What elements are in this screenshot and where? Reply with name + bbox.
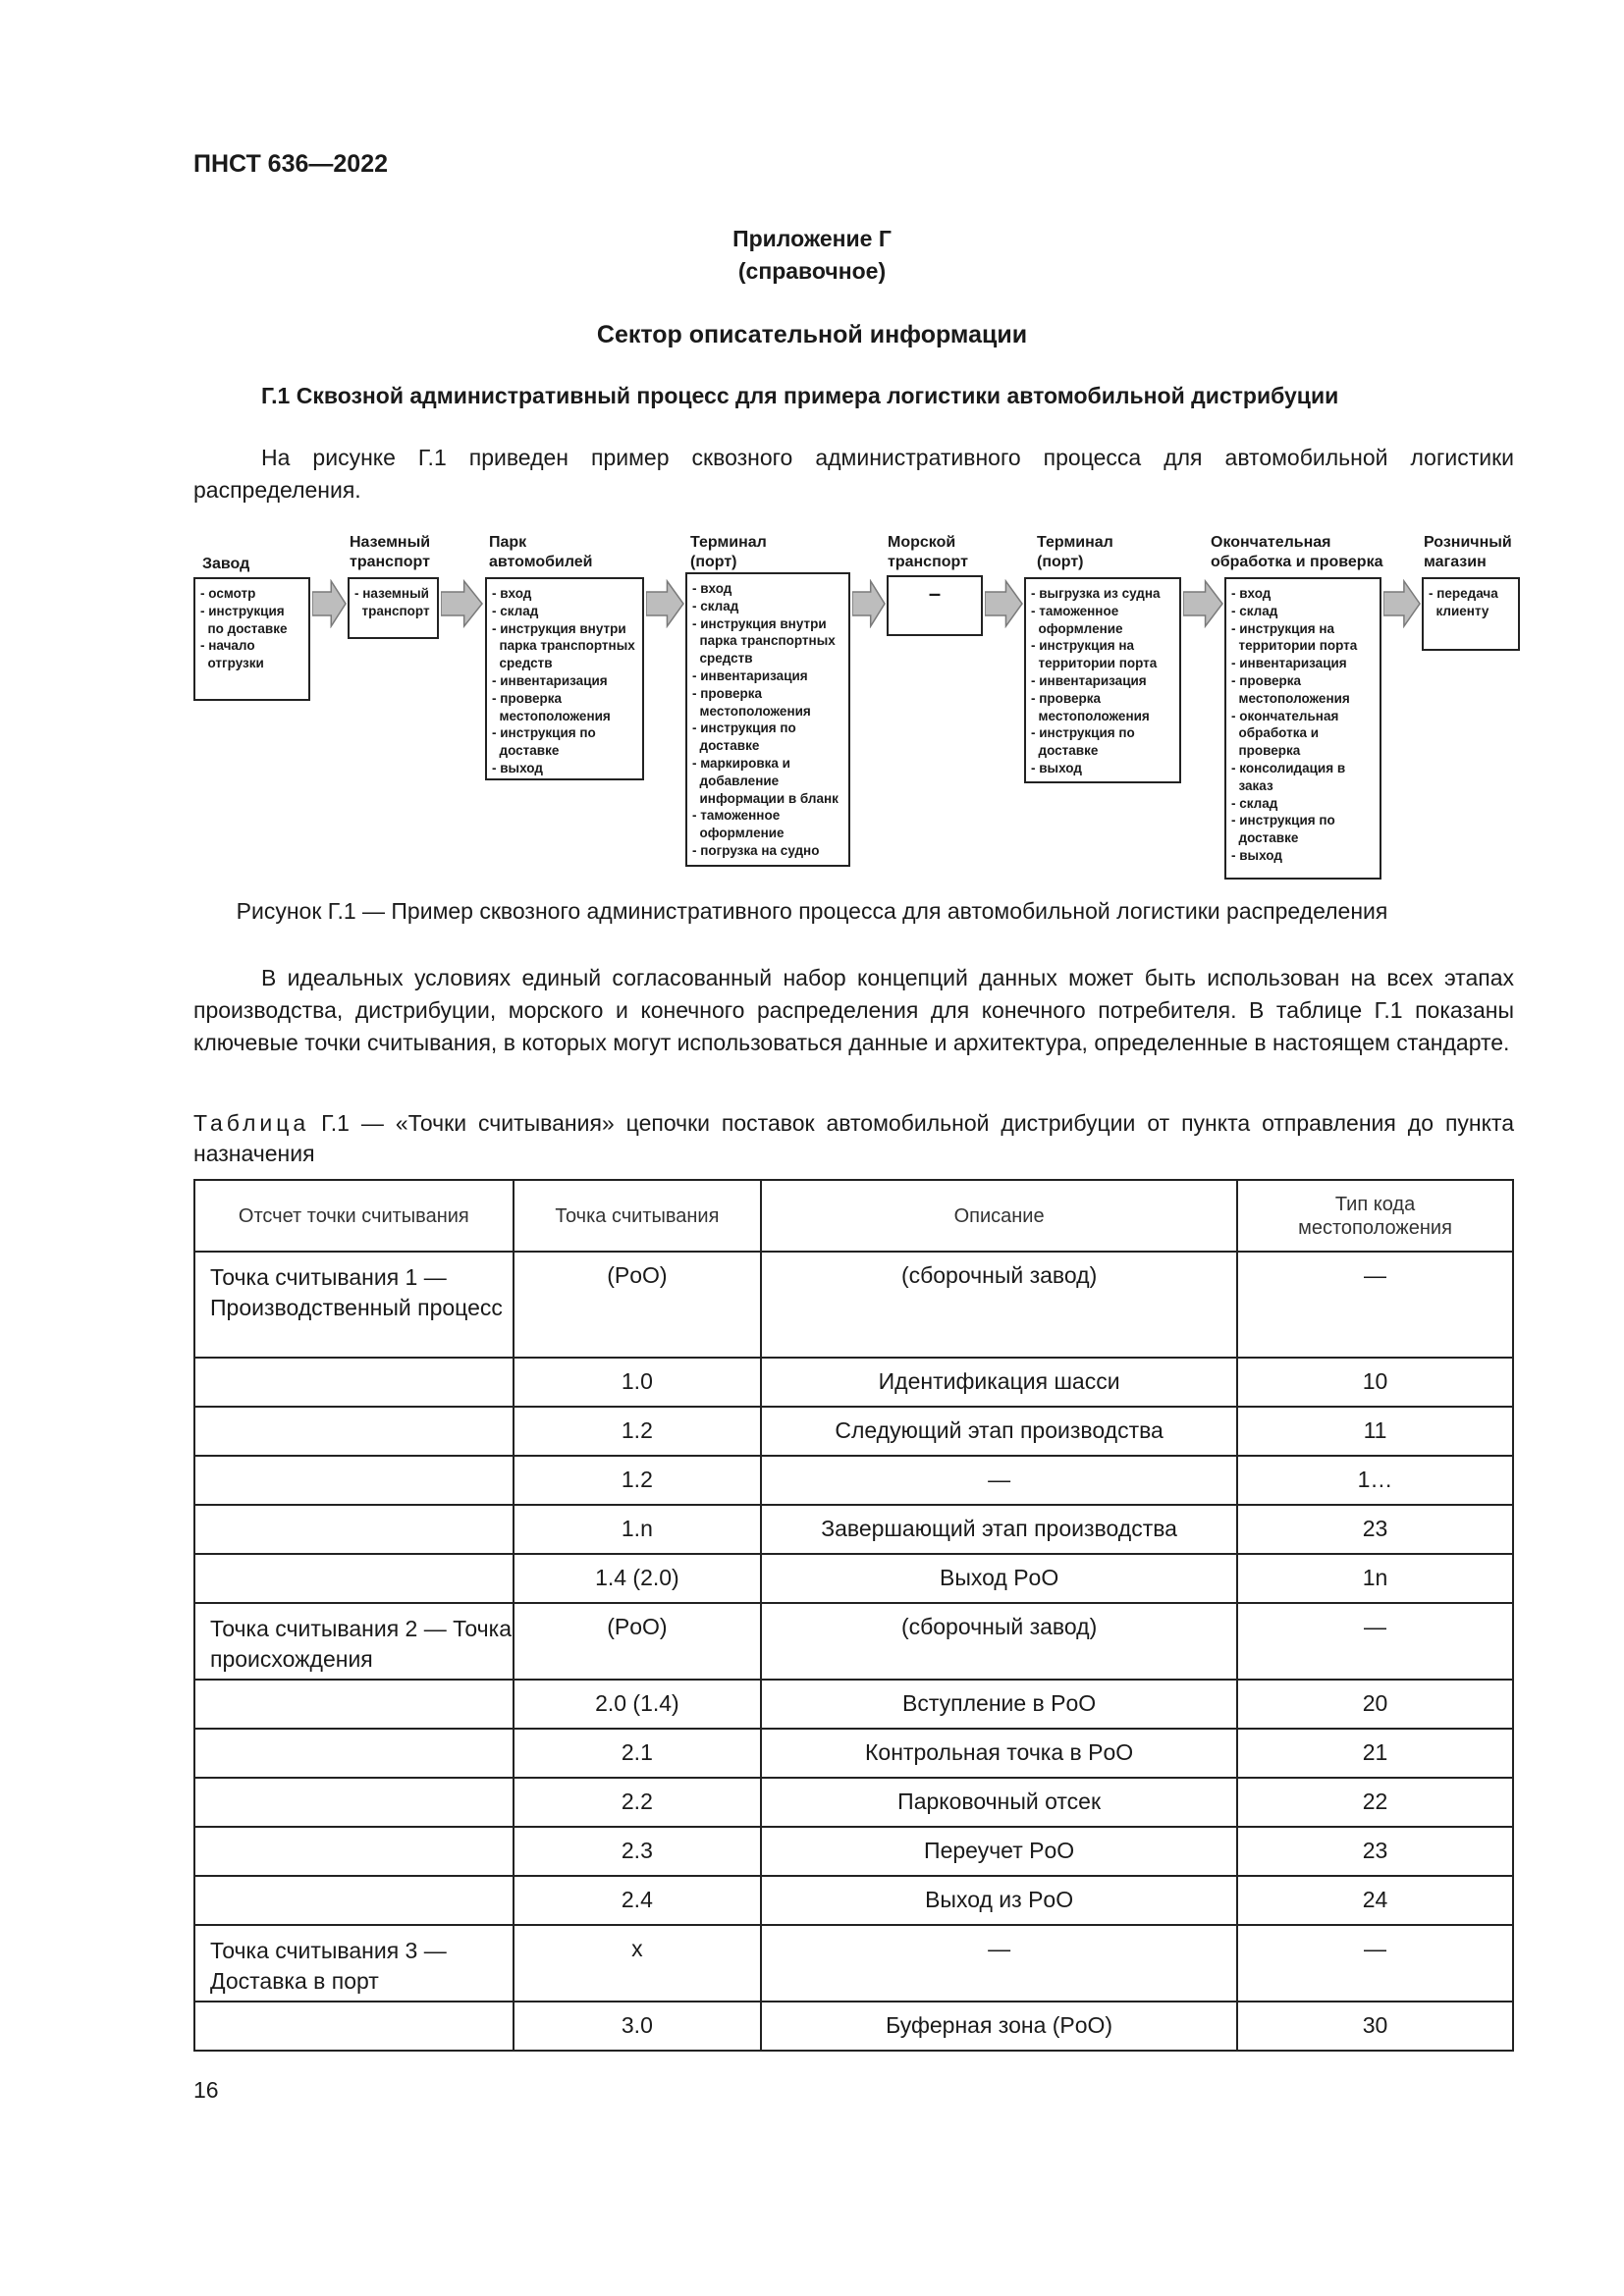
stage-item: доставке [492,743,560,759]
stage-item: средств [492,656,553,671]
stage-title-8-line-2: магазин [1424,554,1487,570]
cell-point: 1.4 (2.0) [514,1554,762,1603]
stage-box-6 [1024,577,1181,783]
stage-box-5 [887,575,983,636]
stage-item: проверка [1231,743,1301,759]
cell-description: Контрольная точка в PoO [761,1729,1237,1778]
cell-count [194,1876,514,1925]
cell-location-code: 10 [1237,1358,1513,1407]
stage-title-7-line-1: Окончательная [1211,534,1331,551]
stage-item: добавление [692,773,780,788]
table-caption-label: Таблица [193,1110,310,1136]
stage-item: - проверка [692,685,763,701]
appendix-subtitle: (справочное) [737,258,887,284]
table-row [194,1778,1513,1827]
stage-title-5-line-1: Морской [888,534,956,551]
stage-title-8-line-1: Розничный [1424,534,1512,551]
stage-item: - выход [1031,760,1082,775]
header-description: Описание [761,1180,1237,1252]
stage-item: - маркировка и [692,755,790,771]
flow-arrow-icon [852,579,886,628]
stage-item: – [928,581,942,606]
flow-arrow-icon [1183,579,1223,628]
stage-item: - проверка [1031,690,1102,706]
table-row [194,1252,1513,1358]
table-row [194,1827,1513,1876]
page-number: 16 [193,2077,219,2103]
flow-arrow-icon [985,579,1023,628]
stage-title-1-line-1: Завод [202,556,250,572]
table-row [194,1407,1513,1456]
cell-point: 2.4 [514,1876,762,1925]
document-code: ПНСТ 636—2022 [193,150,388,178]
section-title: Сектор описательной информации [596,321,1028,348]
stage-item: - таможенное [1031,603,1119,618]
cell-count [194,1680,514,1729]
stage-item: доставке [1231,830,1299,846]
flow-arrow-icon [312,579,347,628]
table-row [194,1729,1513,1778]
stage-item: средств [692,651,753,667]
table-caption-text: Г.1 — «Точки считывания» цепочки поставок автомобильной дистрибуции от пункта отправления до пункта назначения [193,1110,1514,1166]
stage-item: - окончательная [1231,708,1339,723]
stage-box-8 [1422,577,1520,651]
cell-count: Точка считывания 2 — Точка происхождения [194,1603,514,1680]
stage-item: - вход [492,586,532,601]
cell-location-code: — [1237,1252,1513,1358]
stage-item: информации в бланк [692,790,839,806]
stage-item: - склад [492,603,539,618]
cell-description: Выход из PoO [761,1876,1237,1925]
stage-item: отгрузки [200,656,264,671]
stage-item: территории порта [1231,638,1358,654]
stage-item: по доставке [200,620,288,636]
table-row [194,1456,1513,1505]
cell-description: Парковочный отсек [761,1778,1237,1827]
stage-title-6-line-2: (порт) [1037,554,1084,570]
cell-point: 1.2 [514,1407,762,1456]
stage-item: - вход [1231,586,1272,601]
stage-item: - инструкция по [692,721,796,736]
cell-description: — [761,1456,1237,1505]
flow-arrow-icon [441,579,483,628]
stage-item: местоположения [692,703,811,719]
cell-point: 2.0 (1.4) [514,1680,762,1729]
cell-location-code: 30 [1237,2002,1513,2051]
stage-box-7 [1224,577,1381,880]
stage-box-2 [348,577,439,639]
ideal-paragraph: В идеальных условиях единый согласованный набор концепций данных может быть использован на всех этапах производства, дистрибуции, морского и конечного распределения для конечного потребителя. В таблице Г.1 показаны ключевые точки считывания, в которых могут использоваться данные и архитектура, определенные в настоящем стандарте. [193,965,1514,1055]
table-row [194,1505,1513,1554]
stage-title-7-line-2: обработка и проверка [1211,554,1383,570]
stage-item: - инвентаризация [1031,672,1147,688]
stage-item: местоположения [1231,690,1350,706]
stage-item: - проверка [1231,672,1302,688]
cell-point: 2.3 [514,1827,762,1876]
cell-point: (PoO) [514,1252,762,1358]
cell-count [194,1729,514,1778]
cell-description: Вступление в PoO [761,1680,1237,1729]
cell-point: 1.n [514,1505,762,1554]
stage-item: - начало [200,638,255,654]
cell-location-code: 23 [1237,1827,1513,1876]
cell-count: Точка считывания 1 — Производственный процесс [194,1252,514,1358]
cell-description: Завершающий этап производства [761,1505,1237,1554]
stage-title-6-line-1: Терминал [1037,534,1113,551]
cell-count [194,2002,514,2051]
flow-arrow-icon [1383,579,1421,628]
stage-item: - наземный [354,586,429,601]
cell-description: Идентификация шасси [761,1358,1237,1407]
cell-count [194,1778,514,1827]
figure-caption: Рисунок Г.1 — Пример сквозного административного процесса для автомобильной логистики распределения [236,898,1388,924]
cell-point: 2.1 [514,1729,762,1778]
table-row [194,1876,1513,1925]
cell-count [194,1407,514,1456]
stage-item: - осмотр [200,586,256,601]
reading-points-table [193,1179,1514,2052]
cell-location-code: 23 [1237,1505,1513,1554]
table-row [194,1680,1513,1729]
stage-item: - инструкция на [1231,620,1335,636]
stage-item: - проверка [492,690,563,706]
table-row [194,1554,1513,1603]
stage-item: - вход [692,581,732,596]
stage-box-4 [685,572,850,867]
cell-description: Переучет PoO [761,1827,1237,1876]
cell-location-code: 1n [1237,1554,1513,1603]
stage-title-2-line-1: Наземный [350,534,431,551]
cell-count [194,1554,514,1603]
stage-box-1 [193,577,310,701]
stage-item: - консолидация в [1231,760,1346,775]
cell-description: (сборочный завод) [761,1603,1237,1680]
stage-title-3-line-1: Парк [489,534,527,551]
table-row [194,1358,1513,1407]
stage-item: - инвентаризация [692,667,808,683]
cell-count [194,1456,514,1505]
cell-point: 3.0 [514,2002,762,2051]
cell-point: x [514,1925,762,2002]
cell-point: 1.0 [514,1358,762,1407]
cell-location-code: 11 [1237,1407,1513,1456]
cell-location-code: 22 [1237,1778,1513,1827]
stage-item: - погрузка на судно [692,842,820,858]
stage-item: обработка и [1231,725,1320,741]
stage-item: доставке [1031,743,1099,759]
table-caption [193,1108,1514,1169]
stage-item: доставке [692,738,760,754]
cell-count: Точка считывания 3 — Доставка в порт [194,1925,514,2002]
table-row [194,1925,1513,2002]
stage-item: - инструкция по [1031,725,1135,741]
stage-title-2-line-2: транспорт [350,554,430,570]
stage-title-5-line-2: транспорт [888,554,968,570]
cell-description: Выход PoO [761,1554,1237,1603]
intro-paragraph: На рисунке Г.1 приведен пример сквозного административного процесса для автомобильной логистики распределения. [193,445,1514,503]
stage-title-3-line-2: автомобилей [489,554,593,570]
flow-arrow-icon [646,579,684,628]
stage-item: - таможенное [692,808,781,824]
stage-item: - склад [692,598,739,614]
stage-item: - склад [1231,795,1278,811]
cell-count [194,1827,514,1876]
stage-item: - инструкция по [492,725,596,741]
table-row [194,1603,1513,1680]
cell-description: Буферная зона (PoO) [761,2002,1237,2051]
stage-item: - инструкция внутри [692,615,827,631]
cell-location-code: 1… [1237,1456,1513,1505]
appendix-title: Приложение Г [732,226,892,251]
stage-item: оформление [1031,620,1123,636]
cell-count [194,1505,514,1554]
cell-location-code: 20 [1237,1680,1513,1729]
cell-location-code: — [1237,1603,1513,1680]
cell-point: 2.2 [514,1778,762,1827]
stage-item: клиенту [1429,603,1489,618]
stage-item: - склад [1231,603,1278,618]
cell-description: — [761,1925,1237,2002]
cell-point: 1.2 [514,1456,762,1505]
stage-item: местоположения [492,708,611,723]
cell-description: Следующий этап производства [761,1407,1237,1456]
stage-title-4-line-1: Терминал [690,534,767,551]
stage-item: - инструкция [200,603,285,618]
stage-item: транспорт [354,603,430,618]
header-point: Точка считывания [514,1180,762,1252]
header-location-code: Тип кода местоположения [1237,1180,1513,1252]
stage-title-4-line-2: (порт) [690,554,737,570]
section-heading: Г.1 Сквозной административный процесс для примера логистики автомобильной дистрибуции [261,383,1339,408]
cell-location-code: 24 [1237,1876,1513,1925]
stage-box-3 [485,577,644,780]
stage-item: парка транспортных [492,638,635,654]
stage-item: территории порта [1031,656,1158,671]
stage-item: - инвентаризация [1231,656,1347,671]
cell-description: (сборочный завод) [761,1252,1237,1358]
stage-item: - инструкция по [1231,813,1335,828]
table-header-row [194,1180,1513,1252]
stage-item: - инвентаризация [492,672,608,688]
cell-count [194,1358,514,1407]
stage-item: оформление [692,826,785,841]
stage-item: - передача [1429,586,1498,601]
stage-item: - выход [492,760,543,775]
stage-item: - выход [1231,847,1282,863]
table-row [194,2002,1513,2051]
cell-location-code: — [1237,1925,1513,2002]
stage-item: - инструкция на [1031,638,1135,654]
header-count: Отсчет точки считывания [194,1180,514,1252]
cell-location-code: 21 [1237,1729,1513,1778]
stage-item: местоположения [1031,708,1150,723]
cell-point: (PoO) [514,1603,762,1680]
stage-item: - инструкция внутри [492,620,626,636]
stage-item: заказ [1231,777,1273,793]
stage-item: парка транспортных [692,633,836,649]
stage-item: - выгрузка из судна [1031,586,1161,601]
